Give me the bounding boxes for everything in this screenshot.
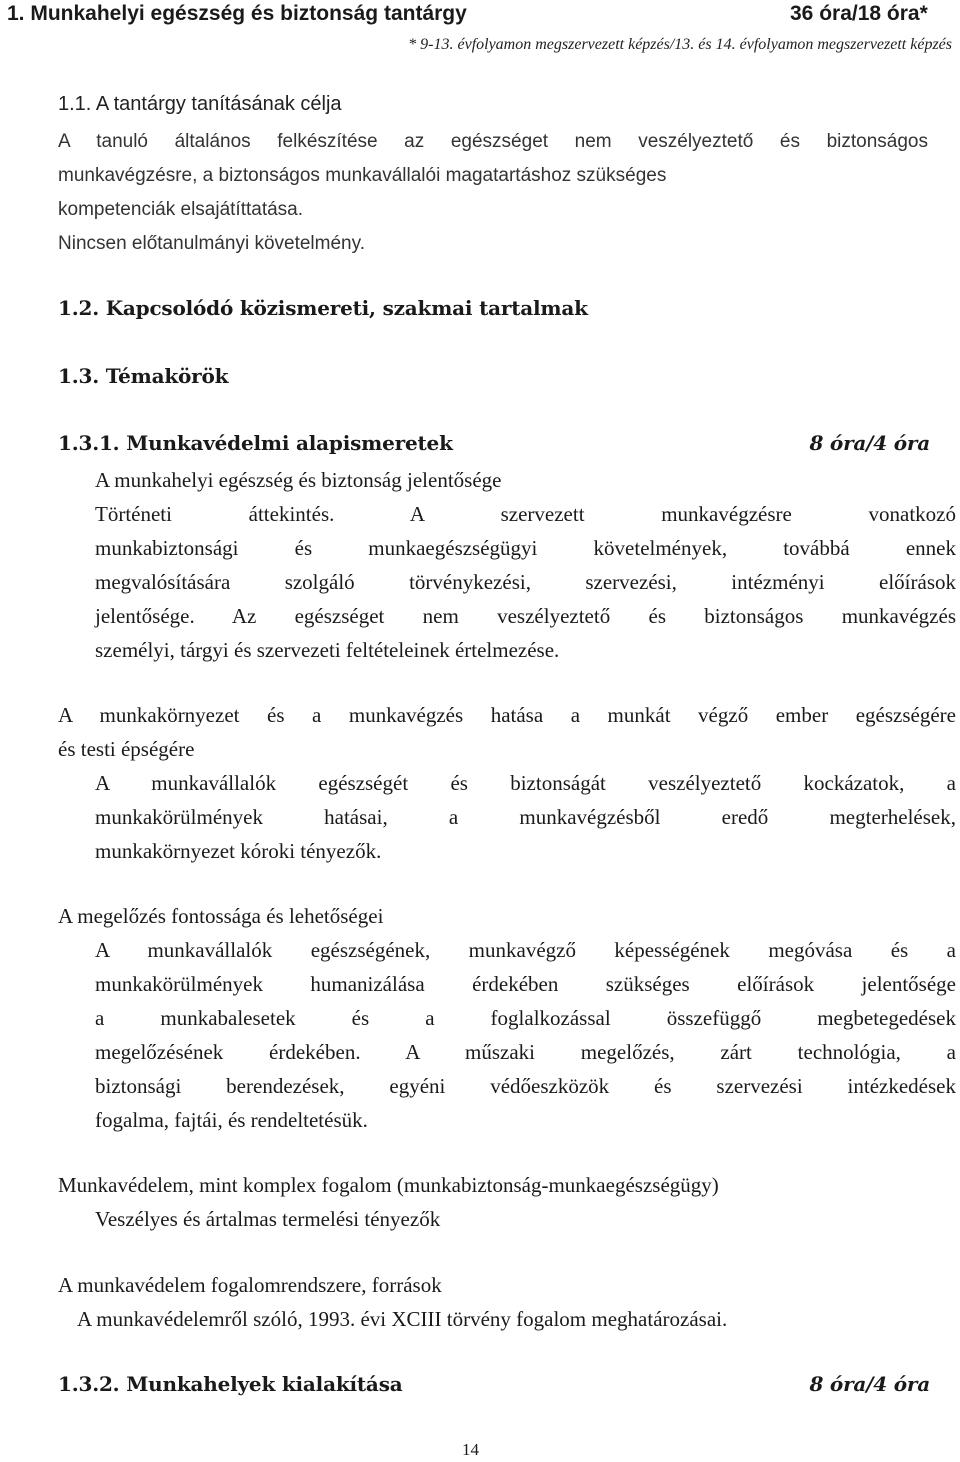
section-1-1-body (58, 125, 928, 261)
text-line: munkabiztonsági és munkaegészségügyi követelmények, továbbá ennek (95, 536, 956, 560)
subject-title: 1. Munkahelyi egészség és biztonság tantárgy (7, 2, 467, 25)
text-line: biztonsági berendezések, egyéni védőeszközök és szervezési intézkedések (95, 1074, 956, 1098)
topic-1-3-2-hours: 8 óra/4 óra (809, 1372, 930, 1396)
hours-footnote: * 9-13. évfolyamon megszervezett képzés/13. és 14. évfolyamon megszervezett képzés (408, 36, 952, 53)
text-line: Történeti áttekintés. A szervezett munkavégzésre vonatkozó (95, 502, 956, 526)
topic-1-3-1-heading: 1.3.1. Munkavédelmi alapismeretek (58, 431, 453, 455)
text-line: munkakörülmények hatásai, a munkavégzésből eredő megterhelések, (95, 805, 956, 829)
subtopic-prevention-title: A megelőzés fontossága és lehetőségei (58, 904, 384, 928)
text-line: és testi épségére (58, 737, 195, 761)
law-definitions-line: A munkavédelemről szóló, 1993. évi XCIII törvény fogalom meghatározásai. (77, 1307, 728, 1331)
text-line: jelentősége. Az egészséget nem veszélyeztető és biztonságos munkavégzés (95, 604, 956, 628)
section-1-1-heading: 1.1. A tantárgy tanításának célja (58, 93, 342, 115)
text-line: fogalma, fajtái, és rendeltetésük. (95, 1108, 368, 1132)
paragraph-risks (95, 766, 956, 868)
paragraph-prevention (95, 933, 956, 1137)
paragraph-history (95, 497, 956, 667)
text-line: a munkabalesetek és a foglalkozással összefüggő megbetegedések (95, 1006, 956, 1030)
text-line: A munkavállalók egészségét és biztonságát veszélyeztető kockázatok, a (95, 771, 956, 795)
text-line: A munkakörnyezet és a munkavégzés hatása a munkát végző ember egészségére (58, 703, 956, 727)
text-line: A tanuló általános felkészítése az egészséget nem veszélyeztető és biztonságos (58, 131, 928, 152)
text-line: munkakörnyezet kóroki tényezők. (95, 839, 382, 863)
text-line: Nincsen előtanulmányi követelmény. (58, 233, 365, 254)
text-line: megvalósítására szolgáló törvénykezési, szervezési, intézményi előírások (95, 570, 956, 594)
subject-hours: 36 óra/18 óra* (790, 2, 928, 25)
topic-1-3-2-heading: 1.3.2. Munkahelyek kialakítása (58, 1372, 403, 1396)
subtopic-complex-concept-title: Munkavédelem, mint komplex fogalom (munkabiztonság-munkaegészségügy) (58, 1173, 719, 1197)
section-1-2-heading: 1.2. Kapcsolódó közismereti, szakmai tartalmak (58, 296, 588, 320)
section-1-3-heading: 1.3. Témakörök (58, 364, 229, 388)
hazard-factors-line: Veszélyes és ártalmas termelési tényezők (95, 1207, 441, 1231)
text-line: munkavégzésre, a biztonságos munkavállalói magatartáshoz szükséges (58, 165, 667, 186)
text-line: A munkavállalók egészségének, munkavégző képességének megóvása és a (95, 938, 956, 962)
text-line: személyi, tárgyi és szervezeti feltételeinek értelmezése. (95, 638, 560, 662)
text-line: megelőzésének érdekében. A műszaki megelőzés, zárt technológia, a (95, 1040, 956, 1064)
page-number: 14 (462, 1440, 479, 1459)
text-line: kompetenciák elsajátíttatása. (58, 199, 304, 220)
topic-1-3-1-hours: 8 óra/4 óra (809, 431, 930, 455)
subtopic-work-environment-title (58, 698, 956, 766)
text-line: munkakörülmények humanizálása érdekében szükséges előírások jelentősége (95, 972, 956, 996)
topic-subtitle: A munkahelyi egészség és biztonság jelentősége (95, 468, 502, 492)
subtopic-concepts-title: A munkavédelem fogalomrendszere, források (58, 1273, 442, 1297)
